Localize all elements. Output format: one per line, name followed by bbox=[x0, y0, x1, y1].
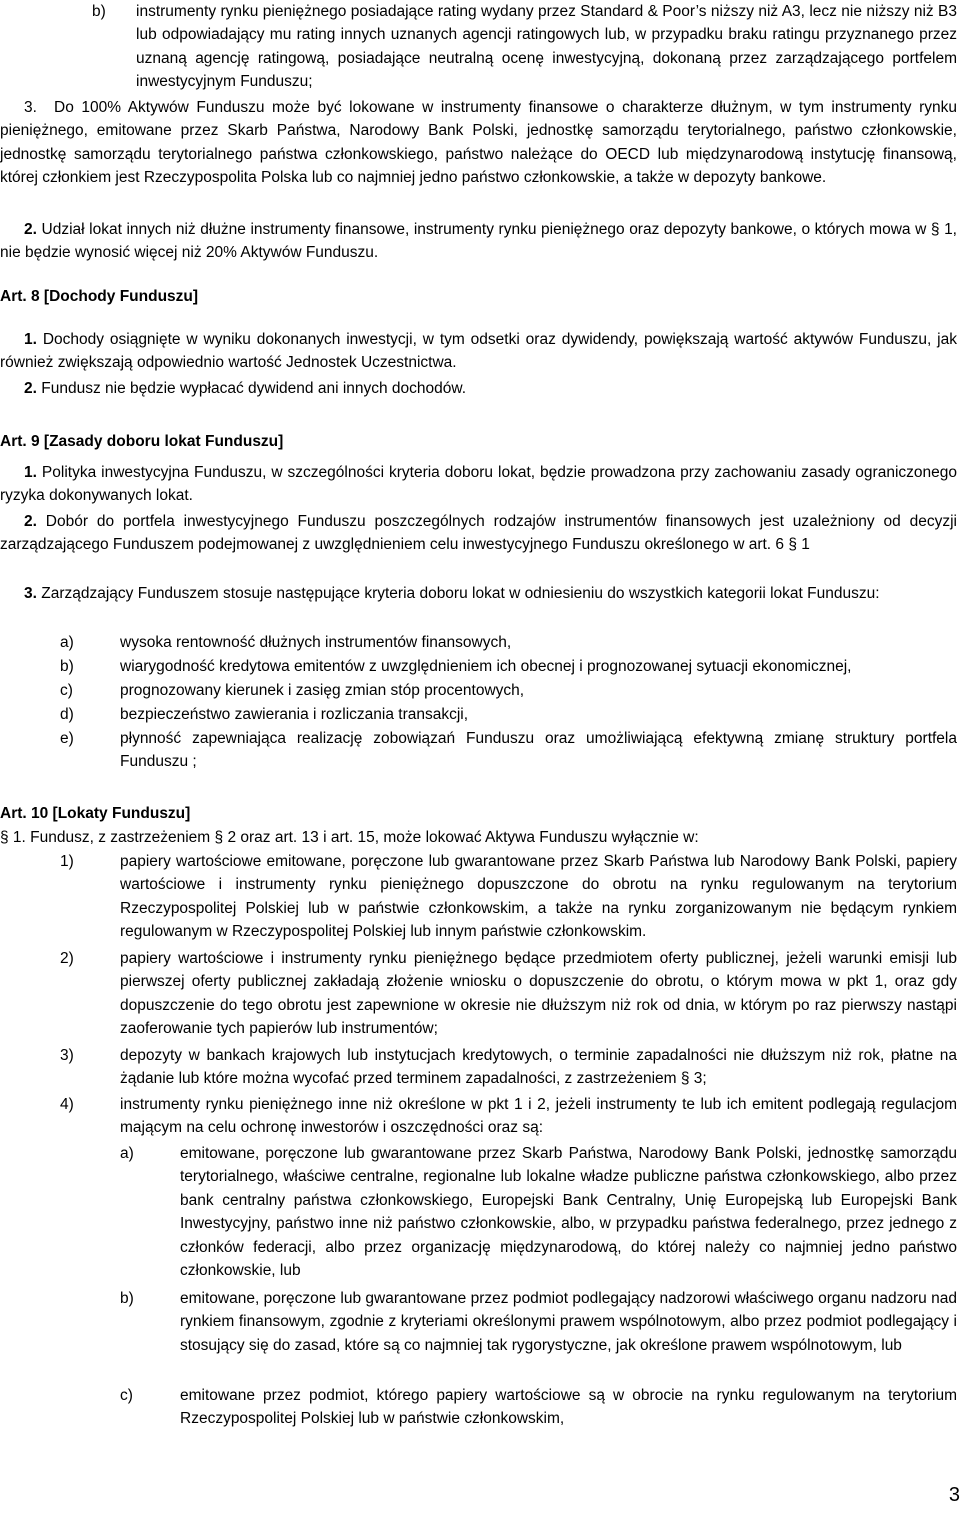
list-label: c) bbox=[60, 682, 73, 699]
list-label: 1) bbox=[60, 853, 74, 870]
list-label: 2) bbox=[60, 950, 74, 967]
list-text: emitowane, poręczone lub gwarantowane przez Skarb Państwa, Narodowy Bank Polski, jednostkę samorządu terytorialnego, właściwe centralne, regionalne lub lokalne władze publiczne państwa członkowskiego, albo przez bank centralny państwa członkowskiego, Europejski Bank Centralny, Unię Europejską lub Europejski Bank Inwestycyjny, państwo inne niż państwo członkowskie, albo, w przypadku państwa federalnego, przez jednego z członków federacji, albo przez organizację międzynarodową, do której należy co najmniej jedno państwo członkowskie, lub bbox=[180, 1145, 957, 1280]
list-text: bezpieczeństwo zawierania i rozliczania transakcji, bbox=[120, 706, 469, 723]
art9-paragraph-2: 2. Dobór do portfela inwestycyjnego Funduszu poszczególnych rodzajów instrumentów finansowych jest uzależniony od decyzji zarządzającego Funduszem podejmowanej z uwzględnieniem celu inwestycyjnego Funduszu określonego w art. 6 § 1 bbox=[0, 513, 957, 554]
list-label: c) bbox=[120, 1387, 133, 1404]
paragraph-text: Udział lokat innych niż dłużne instrumenty finansowe, instrumenty rynku pieniężnego oraz depozyty bankowe, o których mowa w § 1, nie będzie wynosić więcej niż 20% Aktywów Funduszu. bbox=[0, 221, 957, 262]
list-label: 3) bbox=[60, 1047, 74, 1064]
section-number: 1. bbox=[24, 464, 37, 481]
list-label: e) bbox=[60, 730, 74, 747]
list-label: a) bbox=[120, 1145, 134, 1162]
art8-paragraph-2: 2. Fundusz nie będzie wypłacać dywidend ani innych dochodów. bbox=[24, 380, 467, 397]
paragraph-text: Do 100% Aktywów Funduszu może być lokowane w instrumenty finansowe o charakterze dłużnym, w tym instrumenty rynku pieniężnego, emitowane przez Skarb Państwa, Narodowy Bank Polski, jednostkę samorządu terytorialnego, państwo członkowskie, jednostkę samorządu terytorialnego państwa członkowskiego, państwo należące do OECD lub międzynarodową instytucję finansową, której członkiem jest Rzeczypospolita Polska lub co najmniej jedno państwo członkowskie, a także w depozyty bankowe. bbox=[0, 99, 957, 187]
list-text: emitowane, poręczone lub gwarantowane przez podmiot podlegający nadzorowi właściwego organu nadzoru nad rynkiem finansowym, zgodnie z kryteriami określonymi prawem wspólnotowym, albo przez podmiot podlegający i stosujący się do zasad, które są co najmniej tak rygorystyczne, jak określone prawem wspólnotowym, lub bbox=[180, 1290, 957, 1354]
list-label: 4) bbox=[60, 1096, 74, 1113]
list-text: depozyty w bankach krajowych lub instytucjach kredytowych, o terminie zapadalności nie dłuższym niż rok, płatne na żądanie lub które można wycofać przed terminem zapadalności, z zastrzeżeniem § 3; bbox=[120, 1047, 957, 1088]
list-label: b) bbox=[60, 658, 74, 675]
section-number: 2. bbox=[24, 221, 37, 238]
section-number: 2. bbox=[24, 513, 37, 530]
list-text: wysoka rentowność dłużnych instrumentów finansowych, bbox=[120, 634, 512, 651]
list-text: instrumenty rynku pieniężnego inne niż określone w pkt 1 i 2, jeżeli instrumenty te lub ich emitent podlegają regulacjom mającym na celu ochronę inwestorów i oszczędności oraz są: bbox=[120, 1096, 957, 1137]
list-label: a) bbox=[60, 634, 74, 651]
section-number: § 1. bbox=[0, 829, 26, 846]
page-number: 3 bbox=[948, 1484, 960, 1506]
list-label: b) bbox=[120, 1290, 134, 1307]
art8-paragraph-1: 1. Dochody osiągnięte w wyniku dokonanych inwestycji, w tym odsetki oraz dywidendy, powiększają wartość aktywów Funduszu, jak również zwiększają odpowiednio wartość Jednostek Uczestnictwa. bbox=[0, 331, 957, 372]
list-label: b) bbox=[92, 3, 106, 20]
art9-paragraph-1: 1. Polityka inwestycyjna Funduszu, w szczególności kryteria doboru lokat, będzie prowadzona przy zachowaniu zasady ograniczonego ryzyka dokonywanych lokat. bbox=[0, 464, 957, 505]
list-text: wiarygodność kredytowa emitentów z uwzględnieniem ich obecnej i prognozowanej sytuacji ekonomicznej, bbox=[120, 658, 852, 675]
list-text: emitowane przez podmiot, którego papiery wartościowe są w obrocie na rynku regulowanym na terytorium Rzeczypospolitej Polskiej lub w państwie członkowskim, bbox=[180, 1387, 957, 1428]
list-text: instrumenty rynku pieniężnego posiadające rating wydany przez Standard & Poor’s niższy niż A3, lecz nie niższy niż B3 lub odpowiadający mu rating innych uznanych agencji ratingowych lub, w przypadku braku ratingu przyznanego przez uznaną agencję ratingową, posiadające neutralną ocenę inwestycyjną, dokonaną przez zarządzającego portfelem inwestycyjnym Funduszu; bbox=[136, 3, 957, 91]
article-9-heading: Art. 9 [Zasady doboru lokat Funduszu] bbox=[0, 433, 284, 450]
paragraph-section-2 bbox=[0, 218, 957, 265]
section-number: 2. bbox=[24, 380, 37, 397]
list-text: papiery wartościowe emitowane, poręczone lub gwarantowane przez Skarb Państwa lub Narodowy Bank Polski, papiery wartościowe i instrumenty rynku pieniężnego dopuszczone do obrotu na rynku regulowanym na terytorium Rzeczypospolitej Polskiej lub w państwie członkowskim, a także na rynku zorganizowanym nie będącym rynkiem regulowanym w Rzeczypospolitej Polskiej lub innym państwie członkowskim. bbox=[120, 853, 957, 941]
art9-paragraph-3: 3. Zarządzający Funduszem stosuje następujące kryteria doboru lokat w odniesieniu do wszystkich kategorii lokat Funduszu: bbox=[24, 585, 880, 602]
list-text: prognozowany kierunek i zasięg zmian stóp procentowych, bbox=[120, 682, 525, 699]
paragraph-number: 3. bbox=[24, 99, 37, 116]
art10-paragraph-1: § 1. Fundusz, z zastrzeżeniem § 2 oraz art. 13 i art. 15, może lokować Aktywa Funduszu wyłącznie w: bbox=[0, 829, 699, 846]
article-8-heading: Art. 8 [Dochody Funduszu] bbox=[0, 288, 199, 305]
list-text: papiery wartościowe i instrumenty rynku pieniężnego będące przedmiotem oferty publicznej, jeżeli warunki emisji lub pierwszej oferty publicznej zakładają złożenie wniosku o dopuszczenie do obrotu, o którym mowa w pkt 1, oraz gdy dopuszczenie do tego obrotu jest zapewnione w okresie nie dłuższym niż rok od dnia, w którym po raz pierwszy nastąpi zaoferowanie tych papierów lub instrumentów; bbox=[120, 950, 957, 1038]
article-10-heading: Art. 10 [Lokaty Funduszu] bbox=[0, 805, 191, 822]
list-text: płynność zapewniająca realizację zobowiązań Funduszu oraz umożliwiającą efektywną zmianę struktury portfela Funduszu ; bbox=[120, 730, 957, 771]
section-number: 3. bbox=[24, 585, 37, 602]
section-number: 1. bbox=[24, 331, 37, 348]
list-label: d) bbox=[60, 706, 74, 723]
